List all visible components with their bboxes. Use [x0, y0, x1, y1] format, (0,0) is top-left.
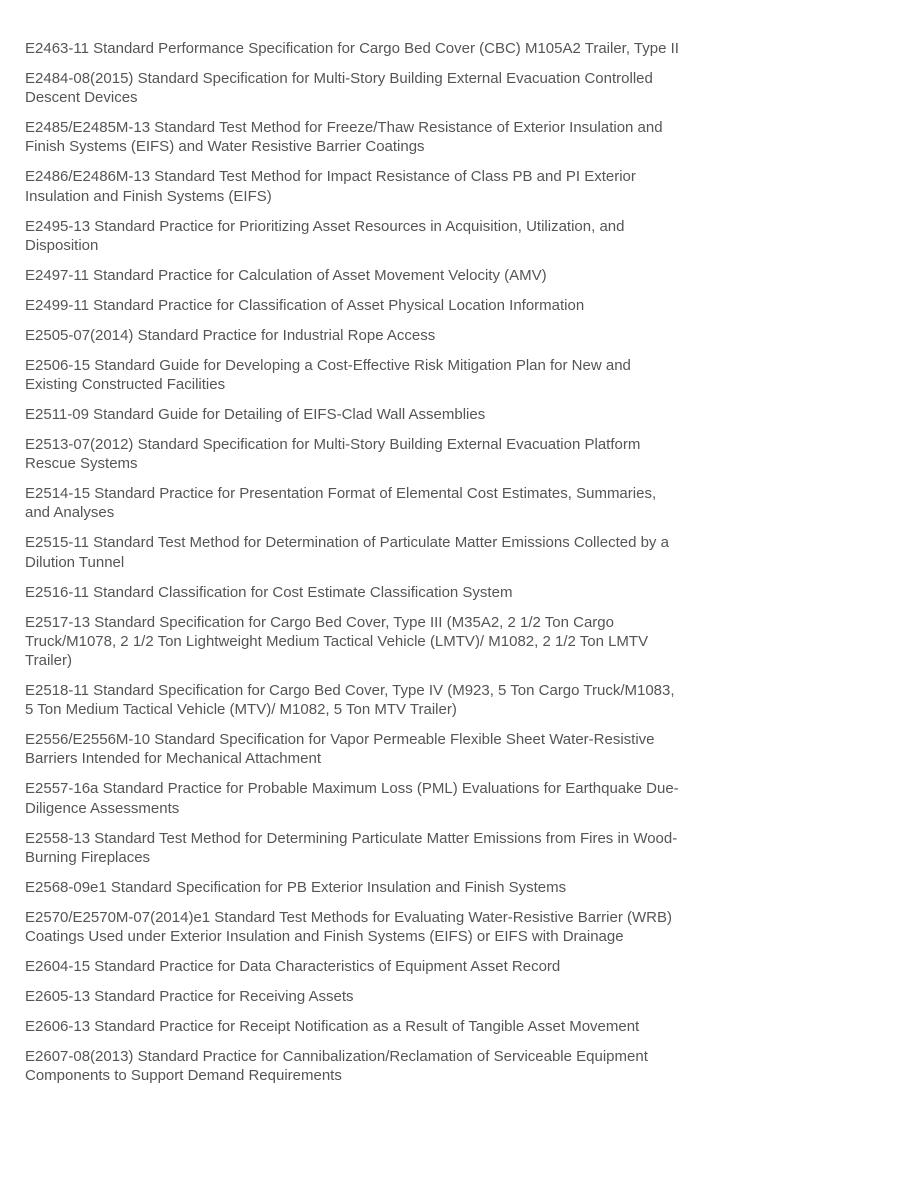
- standard-entry: E2517-13 Standard Specification for Cargo Bed Cover, Type III (M35A2, 2 1/2 Ton Cargo Truck/M1078, 2 1/2 Ton Lightweight Medium Tactical Vehicle (LMTV)/ M1082, 2 1/2 Ton LMTV Trailer): [25, 613, 649, 670]
- standard-entry: E2506-15 Standard Guide for Developing a Cost-Effective Risk Mitigation Plan for New and Existing Constructed Facilities: [25, 356, 631, 394]
- standard-entry: E2511-09 Standard Guide for Detailing of EIFS-Clad Wall Assemblies: [25, 406, 486, 424]
- standard-entry: E2499-11 Standard Practice for Classification of Asset Physical Location Information: [25, 296, 585, 314]
- standard-entry: E2607-08(2013) Standard Practice for Cannibalization/Reclamation of Serviceable Equipment Components to Support Demand Requirements: [25, 1048, 648, 1085]
- standard-entry: E2505-07(2014) Standard Practice for Industrial Rope Access: [25, 326, 436, 344]
- standard-entry: E2558-13 Standard Test Method for Determining Particulate Matter Emissions from Fires in Wood-Burning Fireplaces: [25, 829, 678, 866]
- standard-entry: E2516-11 Standard Classification for Cost Estimate Classification System: [25, 583, 513, 601]
- standard-entry: E2513-07(2012) Standard Specification for Multi-Story Building External Evacuation Platform Rescue Systems: [25, 436, 641, 473]
- standard-entry: E2606-13 Standard Practice for Receipt Notification as a Result of Tangible Asset Movement: [25, 1018, 640, 1036]
- standard-entry: E2486/E2486M-13 Standard Test Method for Impact Resistance of Class PB and PI Exterior Insulation and Finish Systems (EIFS): [25, 168, 636, 205]
- standard-entry: E2463-11 Standard Performance Specification for Cargo Bed Cover (CBC) M105A2 Trailer, Type II: [25, 40, 679, 57]
- standard-entry: E2485/E2485M-13 Standard Test Method for Freeze/Thaw Resistance of Exterior Insulation and Finish Systems (EIFS) and Water Resistive Barrier Coatings: [25, 119, 663, 156]
- standard-entry: E2484-08(2015) Standard Specification for Multi-Story Building External Evacuation Controlled Descent Devices: [25, 70, 653, 107]
- standard-entry: E2570/E2570M-07(2014)e1 Standard Test Methods for Evaluating Water-Resistive Barrier (WRB) Coatings Used under Exterior Insulation and Finish Systems (EIFS) or EIFS with Drainage: [25, 908, 672, 946]
- standard-entry: E2495-13 Standard Practice for Prioritizing Asset Resources in Acquisition, Utilization, and Disposition: [25, 217, 625, 254]
- standard-entry: E2497-11 Standard Practice for Calculation of Asset Movement Velocity (AMV): [25, 266, 547, 284]
- standard-entry: E2518-11 Standard Specification for Cargo Bed Cover, Type IV (M923, 5 Ton Cargo Truck/M1083, 5 Ton Medium Tactical Vehicle (MTV)/ M1082, 5 Ton MTV Trailer): [25, 682, 675, 719]
- standard-entry: E2515-11 Standard Test Method for Determination of Particulate Matter Emissions Collected by a Dilution Tunnel: [25, 534, 669, 571]
- standard-entry: E2514-15 Standard Practice for Presentation Format of Elemental Cost Estimates, Summaries, and Analyses: [25, 485, 657, 522]
- standards-list: [25, 39, 680, 1085]
- standard-entry: E2568-09e1 Standard Specification for PB Exterior Insulation and Finish Systems: [25, 878, 567, 896]
- standard-entry: E2604-15 Standard Practice for Data Characteristics of Equipment Asset Record: [25, 958, 561, 976]
- standard-entry: E2557-16a Standard Practice for Probable Maximum Loss (PML) Evaluations for Earthquake Due-Diligence Assessments: [25, 780, 679, 817]
- standard-entry: E2605-13 Standard Practice for Receiving Assets: [25, 988, 354, 1006]
- standard-entry: E2556/E2556M-10 Standard Specification for Vapor Permeable Flexible Sheet Water-Resistive Barriers Intended for Mechanical Attachment: [25, 731, 655, 768]
